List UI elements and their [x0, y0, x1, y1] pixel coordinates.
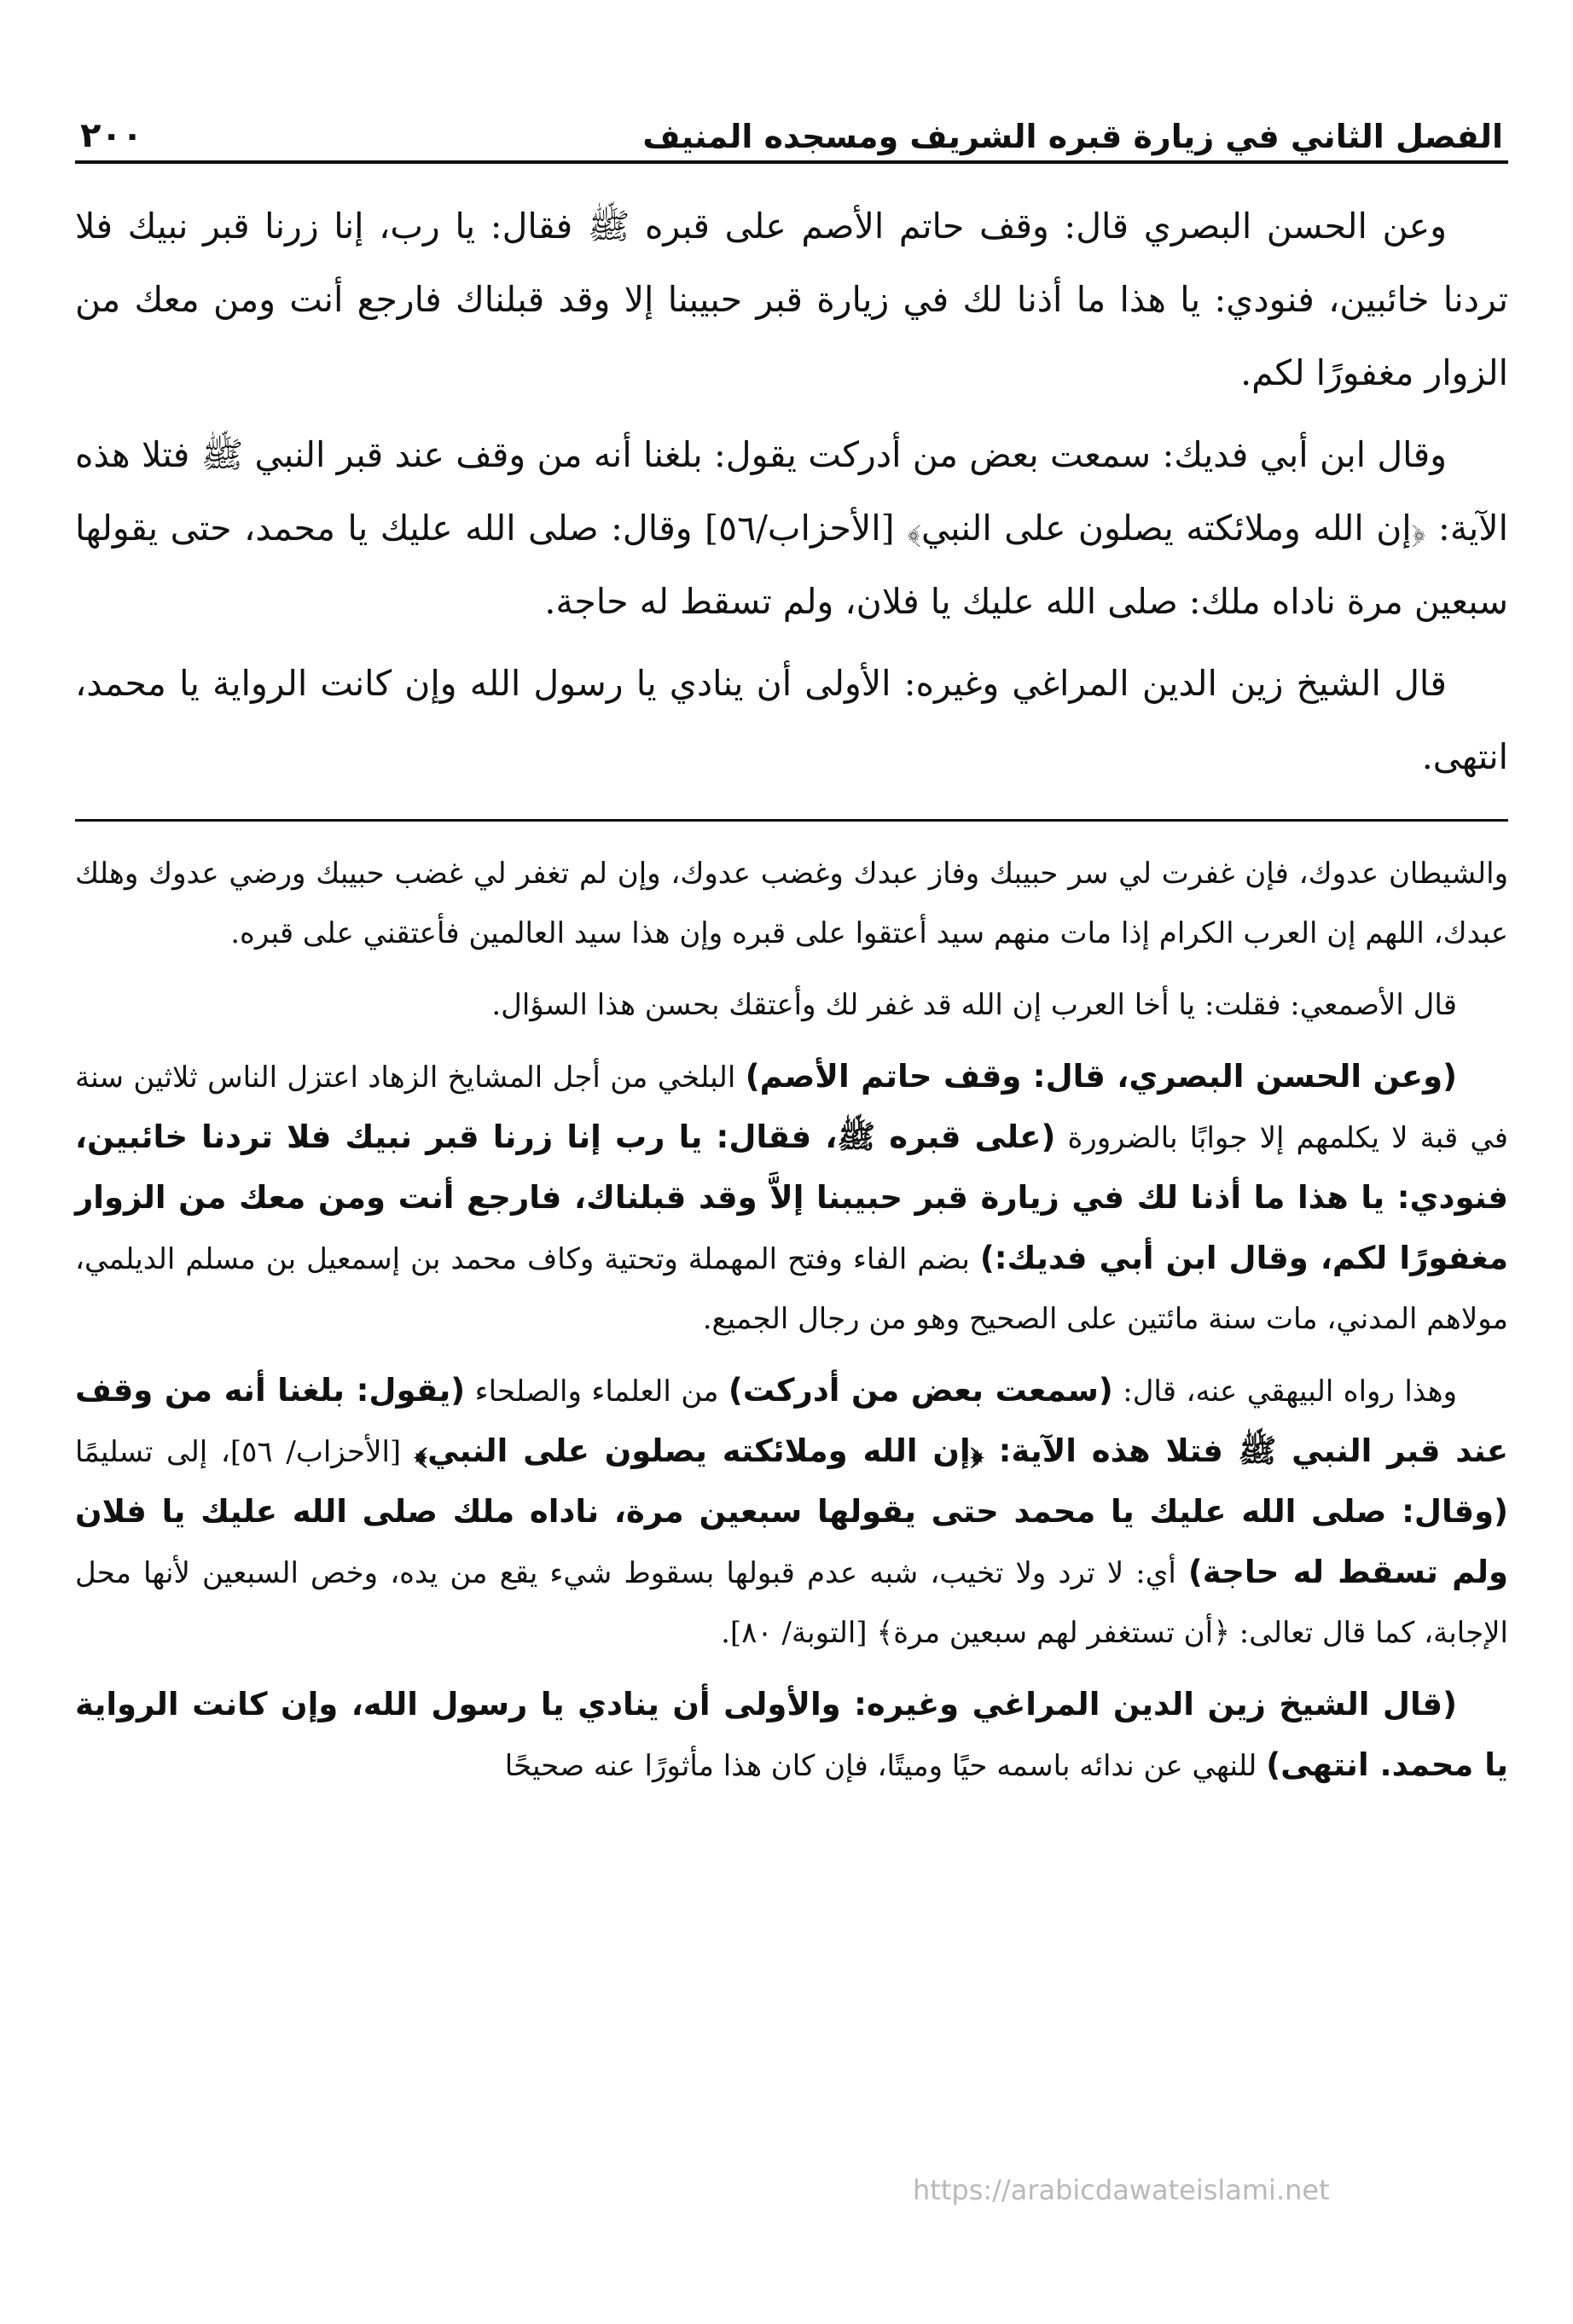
page-number: ٢٠٠ [80, 116, 143, 155]
commentary-paragraph-3 [75, 1047, 1508, 1349]
commentary-divider [75, 819, 1508, 822]
main-text [75, 189, 1508, 793]
watermark-url: https://arabicdawateislami.net [913, 2174, 1330, 2206]
explanation-text: [الأحزاب/ ٥٦]، إلى تسليمًا [75, 1435, 415, 1469]
explanation-text: وهذا رواه البيهقي عنه، قال: [1112, 1374, 1457, 1409]
book-page [75, 102, 1508, 1808]
commentary-paragraph-5 [75, 1675, 1508, 1796]
commentary-paragraph-1: والشيطان عدوك، فإن غفرت لي سر حبيبك وفاز عبدك وغضب عدوك، وإن لم تغفر لي غضب حبيبك ورضي عدوك وهلك عبدك، اللهم إن العرب الكرام إذا مات منهم سيد أعتقوا على قبره وإن هذا سيد العالمين فأعتقني على قبره. [75, 857, 1508, 950]
quoted-text: (قال الشيخ زين الدين المراغي وغيره: والأولى أن ينادي يا رسول الله، وإن كانت الرواية يا محمد. انتهى) [75, 1686, 1508, 1783]
commentary-paragraph-4 [75, 1361, 1508, 1663]
explanation-text: أي: لا ترد ولا تخيب، شبه عدم قبولها بسقوط شيء يقع من يده، وخص السبعين لأنها محل الإجابة، كما قال تعالى: ﴿أن تستغفر لهم سبعين مرة﴾ [التوبة/ ٨٠]. [75, 1556, 1508, 1650]
explanation-text: بضم الفاء وفتح المهملة وتحتية وكاف محمد بن إسمعيل بن مسلم الديلمي، مولاهم المدني، مات سنة مائتين على الصحيح وهو من رجال الجميع. [75, 1242, 1508, 1336]
explanation-text: من العلماء والصلحاء [465, 1374, 728, 1409]
quoted-text: (وعن الحسن البصري، قال: وقف حاتم الأصم) [745, 1058, 1457, 1095]
quoted-text: (وقال: صلى الله عليك يا محمد حتى يقولها سبعين مرة، ناداه ملك صلى الله عليك يا فلان ولم تسقط له حاجة) [75, 1493, 1508, 1590]
main-paragraph-1: وعن الحسن البصري قال: وقف حاتم الأصم على قبره ﷺ فقال: يا رب، إنا زرنا قبر نبيك فلا تردنا خائبين، فنودي: يا هذا ما أذنا لك في زيارة قبر حبيبنا إلا وقد قبلناك فارجع أنت ومن معك من الزوار مغفورًا لكم. [75, 206, 1508, 393]
chapter-title: الفصل الثاني في زيارة قبره الشريف ومسجده المنيف [642, 118, 1503, 155]
main-paragraph-2: وقال ابن أبي فديك: سمعت بعض من أدركت يقول: بلغنا أنه من وقف عند قبر النبي ﷺ فتلا هذه الآية: ﴿إن الله وملائكته يصلون على النبي﴾ [الأحزاب/٥٦] وقال: صلى الله عليك يا محمد، حتى يقولها سبعين مرة ناداه ملك: صلى الله عليك يا فلان، ولم تسقط له حاجة. [75, 434, 1508, 622]
quoted-text: (على قبره ﷺ، فقال: يا رب إنا زرنا قبر نبيك فلا تردنا خائبين، فنودي: يا هذا ما أذنا لك في زيارة قبر حبيبنا إلاَّ وقد قبلناك، فارجع أنت ومن معك من الزوار مغفورًا لكم، وقال ابن أبي فديك:) [75, 1118, 1508, 1276]
main-paragraph-3: قال الشيخ زين الدين المراغي وغيره: الأولى أن ينادي يا رسول الله وإن كانت الرواية يا محمد، انتهى. [75, 663, 1508, 777]
explanation-text: البلخي من أجل المشايخ الزهاد اعتزل الناس ثلاثين سنة في قبة لا يكلمهم إلا جوابًا بالضرورة [75, 1060, 1508, 1155]
commentary-paragraph-2: قال الأصمعي: فقلت: يا أخا العرب إن الله قد غفر لك وأعتقك بحسن هذا السؤال. [491, 988, 1457, 1022]
quoted-text: (يقول: بلغنا أنه من وقف عند قبر النبي ﷺ فتلا هذه الآية: ﴿إن الله وملائكته يصلون على النبي﴾ [75, 1372, 1509, 1469]
quoted-text: (سمعت بعض من أدركت) [728, 1372, 1113, 1409]
explanation-text: للنهي عن ندائه باسمه حيًا وميتًا، فإن كان هذا مأثورًا عنه صحيحًا [504, 1749, 1267, 1783]
running-header [75, 102, 1508, 155]
commentary [75, 844, 1508, 1796]
header-rule [75, 160, 1508, 164]
